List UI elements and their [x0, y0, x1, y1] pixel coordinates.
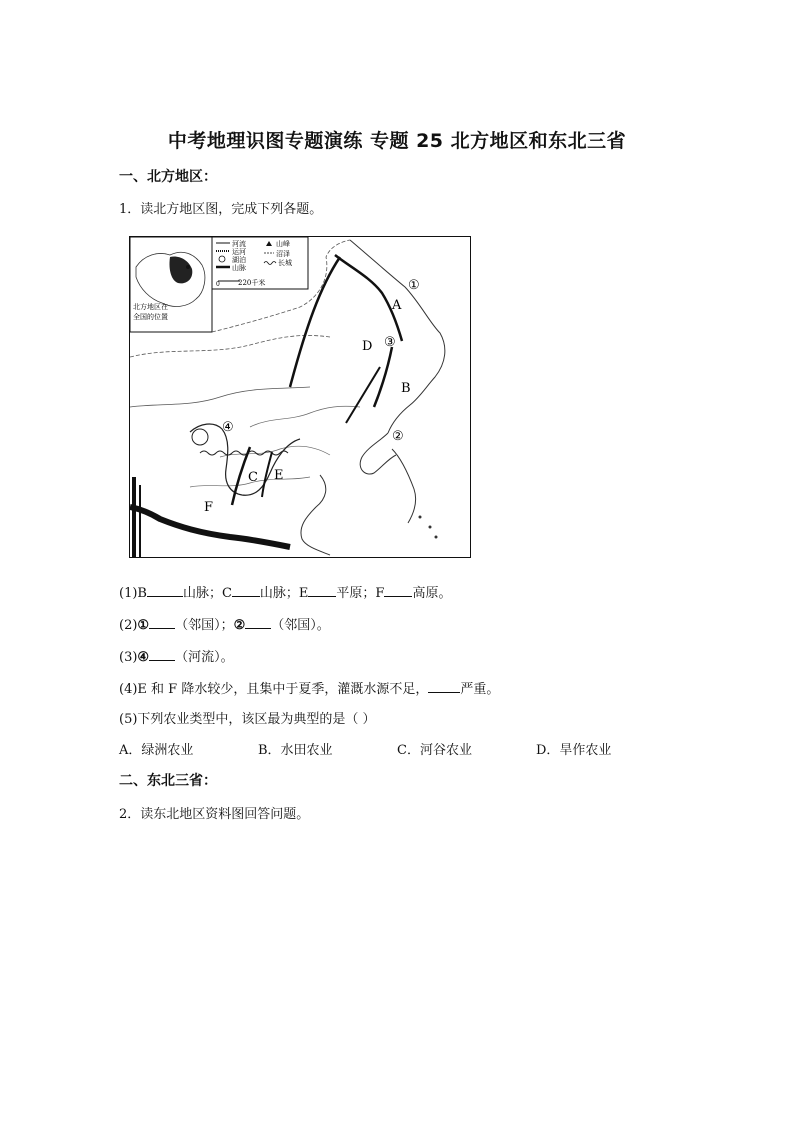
- sub-question-4: (4)E 和 F 降水较少，且集中于夏季，灌溉水源不足， 严重。: [119, 682, 500, 697]
- svg-text:0: 0: [216, 281, 220, 288]
- page-title: 中考地理识图专题演练 专题 25 北方地区和东北三省: [167, 130, 627, 152]
- option-d: D．旱作农业: [536, 743, 612, 758]
- label-circle-3: ③: [384, 335, 396, 350]
- option-c: C．河谷农业: [397, 743, 472, 758]
- legend-peak: 山峰: [276, 240, 290, 248]
- legend-swamp: 沼泽: [276, 250, 290, 258]
- legend-great-wall: 长城: [278, 259, 292, 267]
- sub-question-5: (5)下列农业类型中，该区最为典型的是（ ）: [119, 712, 376, 727]
- label-E: E: [274, 468, 284, 483]
- legend-lake: 湖泊: [232, 256, 246, 264]
- label-circle-4: ④: [222, 420, 234, 435]
- north-region-map: [129, 236, 471, 558]
- label-A: A: [392, 298, 402, 313]
- sub-question-2: (2)① （邻国）；② （邻国）。: [119, 618, 330, 633]
- legend-scale: 220千米: [238, 279, 266, 287]
- legend-canal: 运河: [232, 248, 246, 256]
- label-B: B: [401, 381, 411, 396]
- label-circle-2: ②: [392, 429, 404, 444]
- question-1: 1．读北方地区图，完成下列各题。: [119, 202, 323, 217]
- label-C: C: [248, 470, 258, 485]
- question-2: 2．读东北地区资料图回答问题。: [119, 807, 310, 822]
- inset-label-2: 全国的位置: [133, 313, 168, 321]
- legend-mountain: 山脉: [232, 264, 246, 272]
- sub-question-3: (3)④ （河流）。: [119, 650, 234, 665]
- option-a: A．绿洲农业: [119, 743, 194, 758]
- legend-river: 河流: [232, 240, 246, 248]
- label-circle-1: ①: [408, 278, 420, 293]
- section-heading-northeast: 二、东北三省：: [119, 773, 217, 789]
- label-F: F: [204, 500, 214, 515]
- section-heading-north: 一、北方地区：: [119, 169, 217, 185]
- option-b: B．水田农业: [258, 743, 333, 758]
- sub-question-1: (1)B 山脉；C 山脉；E 平原；F 高原。: [119, 586, 452, 601]
- map-svg: [130, 237, 470, 557]
- inset-label-1: 北方地区在: [133, 303, 168, 311]
- label-D: D: [362, 339, 373, 354]
